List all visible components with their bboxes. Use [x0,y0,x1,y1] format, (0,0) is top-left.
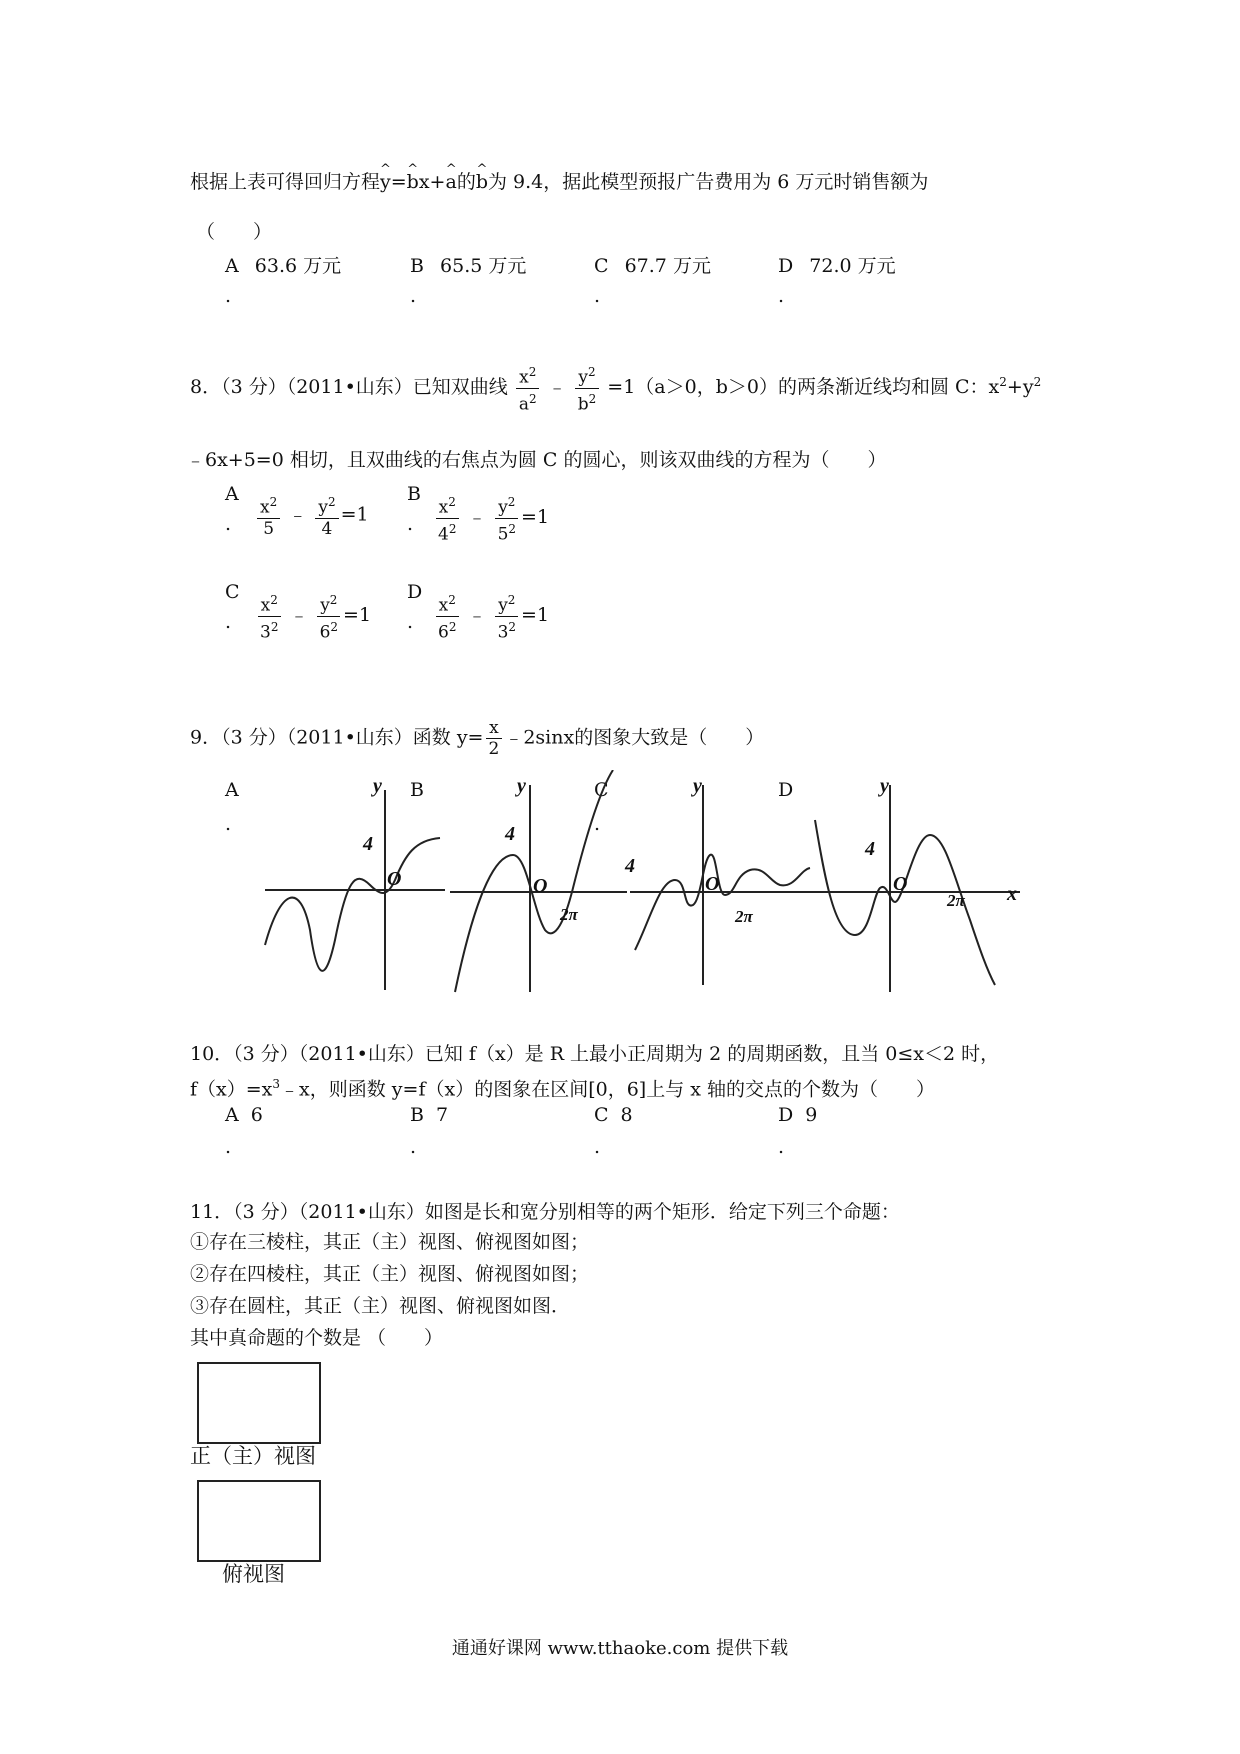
num: x [438,497,449,518]
option-letter: D [778,255,794,277]
option-letter: A [225,1104,239,1126]
option-dot: . [594,1136,601,1158]
graph-c [630,785,815,985]
num: y [498,497,508,518]
q9-prefix: 9．（3 分）（2011•山东）函数 [190,726,451,749]
graph-d-x-label: x [1007,883,1017,905]
num: y [498,595,508,616]
q7-de: 的 [456,171,476,193]
q7-option-d[interactable] [778,254,896,308]
eq: =1 [340,503,369,526]
q10-line2 [190,1072,935,1101]
q9-suffix: 的图象大致是（ ） [574,726,765,749]
num: y [318,497,328,518]
option-text: 9 [805,1104,818,1126]
frac-y: $\frac{y^2}{4}$ [315,492,338,539]
num: y [320,595,330,616]
num: x [260,497,270,518]
option-formula: $\frac{x^2}{5}$ ﹣ $\frac{y^2}{4}$ =1 [255,492,369,539]
q7-answer-paren: （ ） [196,221,273,243]
option-dot: . [225,513,232,535]
graph-d-four: 4 [865,838,875,860]
q7-eq: = [390,171,407,193]
option-letter: B [407,483,421,505]
q7-b-hat: ^ b [407,170,419,194]
curve [815,820,995,985]
q8-prefix: 8．（3 分）（2011•山东）已知双曲线 [190,376,508,399]
q9-graphs [255,770,1025,995]
graph-a [265,790,445,990]
q8-minus: ﹣ [547,376,567,399]
num: x [486,718,502,739]
option-letter: C [225,581,240,603]
q8-mid: =1（a＞0，b＞0）的两条渐近线均和圆 C：x [607,376,1000,399]
q11-item1: ①存在三棱柱，其正（主）视图、俯视图如图； [190,1231,590,1253]
curve [265,838,440,971]
graph-d-y-label: y [880,775,889,797]
den-sup: 2 [508,521,517,536]
curve [635,855,810,950]
graph-c-four: 4 [625,855,635,877]
q11-line1: 11．（3 分）（2011•山东）如图是长和宽分别相等的两个矩形．给定下列三个命题： [190,1201,900,1223]
top-view-label: 俯视图 [222,1562,285,1586]
den-sup: 2 [330,619,339,634]
graph-d-two-pi: 2π [947,891,965,910]
option-letter: D [407,581,423,603]
front-view-rectangle [197,1362,321,1444]
q10-option-b[interactable] [410,1103,448,1159]
option-letter: C [594,1104,609,1126]
den: 4 [438,524,449,545]
eq: =1 [521,506,550,529]
option-dot: . [225,611,232,633]
front-view-label: 正（主）视图 [190,1444,316,1468]
option-dot: . [407,611,414,633]
graph-c-origin: O [705,873,720,895]
q11-item3: ③存在圆柱，其正（主）视图、俯视图如图． [190,1295,571,1317]
den-sup: 2 [448,619,457,634]
graph-a-origin: O [387,868,402,890]
den: 4 [321,518,333,539]
den-sup: 2 [270,619,279,634]
q8-options [225,482,585,662]
q7-option-b[interactable] [410,254,526,308]
q9-func-rest: ﹣2sinx [504,726,575,749]
option-letter: A [225,483,239,505]
frac-x: $\frac{x^2}{6^2}$ [435,590,459,642]
q9-func-y: y= [456,726,484,749]
q10-line1: 10．（3 分）（2011•山东）已知 f（x）是 R 上最小正周期为 2 的周期函数，且当 0≤x＜2 时， [190,1043,1000,1065]
graph-a-four: 4 [363,833,373,855]
top-view-rectangle [197,1480,321,1562]
option-text: 8 [620,1104,633,1126]
eq: =1 [521,604,550,627]
option-text: 63.6 万元 [254,255,342,277]
graph-c-two-pi: 2π [735,907,753,926]
q10-option-d[interactable] [778,1103,817,1159]
den: 5 [263,518,275,539]
q8-stem: 8．（3 分）（2011•山东）已知双曲线 $\frac{x^2}{a^2}$ ﹣ $\frac{y^2}{b^2}$ =1（a＞0，b＞0）的两条渐近线均和圆 C：$x^2+y^2$ [190,362,1041,414]
q10-line2a: f（x）=x [190,1078,273,1101]
q7-text-rest: 为 9.4，据此模型预报广告费用为 6 万元时销售额为 [488,171,929,193]
q10-option-a[interactable] [225,1103,263,1159]
frac-y: $\frac{y^2}{5^2}$ [495,492,519,544]
q7-a-hat: ^ a [445,170,456,194]
graph-d [815,785,1020,992]
den: a [518,394,529,415]
eq: =1 [343,604,372,627]
option-letter: C [594,255,609,277]
option-text: 72.0 万元 [809,255,896,277]
q9-option-a[interactable] [225,778,239,836]
option-formula: $\frac{x^2}{6^2}$ ﹣ $\frac{y^2}{3^2}$ =1 [433,590,549,642]
q7-y-hat: ^ y [380,170,391,194]
option-formula: $\frac{x^2}{4^2}$ ﹣ $\frac{y^2}{5^2}$ =1 [433,492,549,544]
graph-b-origin: O [533,875,548,897]
option-text: 6 [250,1104,263,1126]
q9-stem [190,718,764,759]
den: 5 [497,524,509,545]
frac-y: $\frac{y^2}{6^2}$ [317,590,341,642]
option-dot: . [778,1136,785,1158]
q10-line2b: ﹣x，则函数 y=f（x）的图象在区间[0，6]上与 x 轴的交点的个数为（ ） [280,1078,935,1101]
q7-option-a[interactable] [225,254,341,308]
q10-sup: 3 [272,1077,281,1091]
option-text: 65.5 万元 [440,255,527,277]
frac-x: $\frac{x^2}{3^2}$ [257,590,281,642]
option-text: 7 [435,1104,449,1126]
q8-line2: ﹣6x+5=0 相切，且双曲线的右焦点为圆 C 的圆心，则该双曲线的方程为（ ） [186,449,887,471]
option-formula: $\frac{x^2}{3^2}$ ﹣ $\frac{y^2}{6^2}$ =1 [255,590,371,642]
frac-x: $\frac{x^2}{4^2}$ [435,492,459,544]
q7-option-c[interactable] [594,254,711,308]
q8-frac-x: $\frac{x^2}{a^2}$ [516,362,540,414]
option-letter: B [410,255,424,277]
page-footer: 通通好课网 www.tthaoke.com 提供下载 [451,1638,789,1659]
frac-x: $\frac{x^2}{5}$ [257,492,280,539]
num: x [438,595,449,616]
q8-frac-y: $\frac{y^2}{b^2}$ [575,362,600,414]
option-letter: A [225,779,239,801]
option-dot: . [594,285,601,307]
option-dot: . [778,285,785,307]
den: 2 [488,739,500,759]
q8-mid2: +y [1006,376,1034,399]
option-letter: A [225,255,239,277]
option-dot: . [410,285,417,307]
graph-d-origin: O [893,873,908,895]
q9-func-frac [485,718,502,759]
q10-option-c[interactable] [594,1103,633,1159]
graph-a-y-label: y [373,775,382,797]
den: 6 [319,622,331,643]
option-letter: D [778,779,794,801]
num: x [260,595,271,616]
graph-b-y-label: y [517,775,526,797]
option-letter: B [410,1104,424,1126]
frac-y: $\frac{y^2}{3^2}$ [495,590,519,642]
q8-option-b[interactable] [407,482,550,545]
q8-option-a[interactable] [225,482,369,539]
q8-option-d[interactable] [407,580,550,643]
option-dot: . [410,1136,417,1158]
q11-question: 其中真命题的个数是 （ ） [190,1327,444,1349]
den-sup: 2 [448,521,457,536]
q7-x: x+ [418,171,446,193]
q11-item2: ②存在四棱柱，其正（主）视图、俯视图如图； [190,1263,590,1285]
option-dot: . [594,813,601,835]
option-letter: D [778,1104,794,1126]
q7-b2-hat: ^ b [476,170,488,194]
graph-c-y-label: y [693,775,702,797]
den: 3 [260,622,271,643]
num: y [578,367,588,388]
q8-option-c[interactable] [225,580,372,643]
q7-text-a: 根据上表可得回归方程 [190,171,381,193]
graph-b-four: 4 [505,823,515,845]
option-text: 67.7 万元 [624,255,711,277]
graph-b-two-pi: 2π [560,905,578,924]
num: x [519,367,529,388]
q7-stem [190,170,928,194]
option-dot: . [225,1136,232,1158]
option-dot: . [407,513,414,535]
option-dot: . [225,813,232,835]
den: 6 [438,622,449,643]
den-sup: 2 [508,619,517,634]
option-letter: C [594,779,609,801]
option-dot: . [225,285,232,307]
den: b [577,394,589,415]
den: 3 [497,622,509,643]
option-letter: B [410,779,424,801]
